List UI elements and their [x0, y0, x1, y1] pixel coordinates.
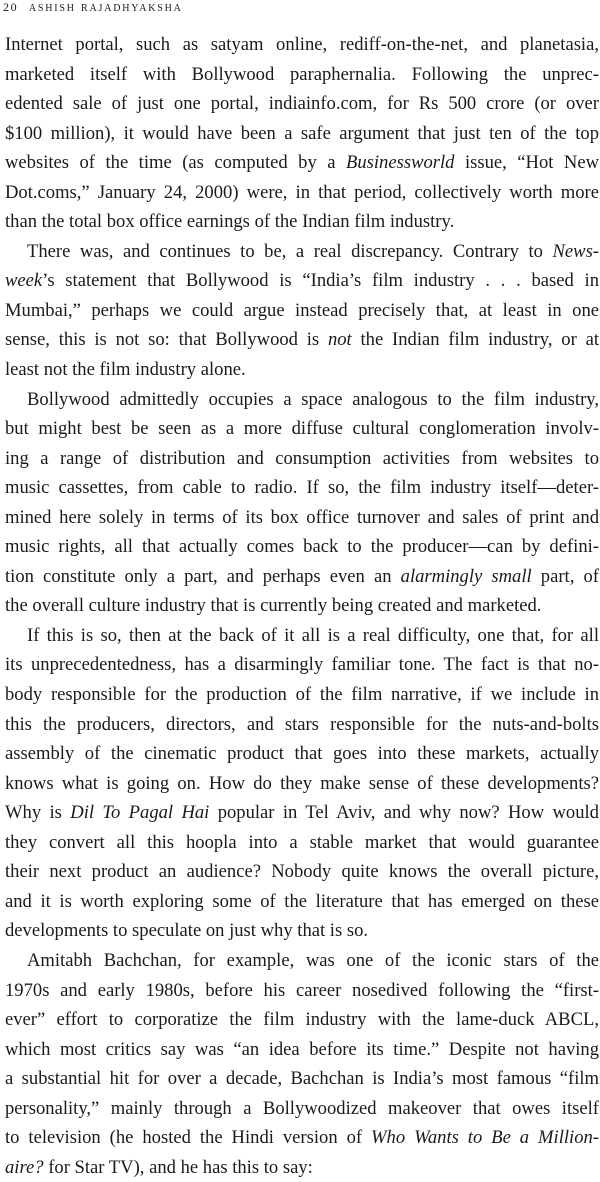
- text-line: 1970s and early 1980s, before his career nosedived following the “first-: [5, 979, 599, 1001]
- text-line: music rights, all that actually comes back to the producer—can by defini-: [5, 536, 599, 558]
- text-line: edented sale of just one portal, indiainfo.com, for Rs 500 crore (or over: [5, 93, 599, 115]
- text-line: developments to speculate on just why that is so.: [5, 920, 369, 942]
- text-line: personality,” mainly through a Bollywoodized makeover that owes itself: [5, 1097, 599, 1119]
- text-line: mined here solely in terms of its box office turnover and sales of print and: [5, 506, 599, 528]
- text-line: Amitabh Bachchan, for example, was one of the iconic stars of the: [27, 949, 599, 971]
- text-line: least not the film industry alone.: [5, 359, 246, 381]
- text-line: week’s statement that Bollywood is “India’s film industry . . . based in: [5, 270, 599, 292]
- text-line: which most critics say was “an idea before its time.” Despite not having: [5, 1038, 599, 1060]
- text-line: $100 million), it would have been a safe argument that just ten of the top: [5, 122, 599, 144]
- page-number: 20: [3, 0, 19, 14]
- text-line: their next product an audience? Nobody quite knows the overall picture,: [5, 861, 599, 883]
- text-line: its unprecedentedness, has a disarmingly familiar tone. The fact is that no-: [5, 654, 599, 676]
- text-line: than the total box office earnings of the Indian film industry.: [5, 211, 455, 233]
- text-line: ing a range of distribution and consumption activities from websites to: [5, 447, 599, 469]
- text-line: knows what is going on. How do they make sense of these developments?: [5, 772, 599, 794]
- text-line: to television (he hosted the Hindi version of Who Wants to Be a Million-: [5, 1127, 599, 1149]
- paragraph: [5, 237, 599, 385]
- text-line: and it is worth exploring some of the literature that has emerged on these: [5, 890, 599, 912]
- text-line: they convert all this hoopla into a stable market that would guarantee: [5, 831, 599, 853]
- text-line: sense, this is not so: that Bollywood is not the Indian film industry, or at: [5, 329, 599, 351]
- text-line: aire? for Star TV), and he has this to say:: [5, 1156, 313, 1178]
- text-line: a substantial hit for over a decade, Bachchan is India’s most famous “film: [5, 1068, 599, 1090]
- text-line: tion constitute only a part, and perhaps even an alarmingly small part, of: [5, 565, 599, 587]
- paragraph: [5, 946, 599, 1182]
- text-line: but might best be seen as a more diffuse cultural conglomeration involv-: [5, 418, 599, 440]
- text-line: ever” effort to corporatize the film industry with the lame-duck ABCL,: [5, 1009, 599, 1031]
- text-line: Why is Dil To Pagal Hai popular in Tel Aviv, and why now? How would: [5, 802, 599, 824]
- paragraph: [5, 385, 599, 621]
- text-line: websites of the time (as computed by a Businessworld issue, “Hot New: [5, 152, 599, 174]
- text-line: the overall culture industry that is currently being created and marketed.: [5, 595, 542, 617]
- body-text: [5, 30, 599, 1182]
- running-head: [3, 0, 183, 15]
- paragraph: [5, 621, 599, 946]
- text-line: this the producers, directors, and stars responsible for the nuts-and-bolts: [5, 713, 599, 735]
- text-line: Dot.coms,” January 24, 2000) were, in that period, collectively worth more: [5, 181, 599, 203]
- text-line: There was, and continues to be, a real discrepancy. Contrary to News-: [27, 240, 599, 262]
- text-line: body responsible for the production of the film narrative, if we include in: [5, 684, 599, 706]
- running-head-author: ashish rajadhyaksha: [28, 0, 183, 15]
- text-line: marketed itself with Bollywood paraphernalia. Following the unprec-: [5, 63, 599, 85]
- text-line: Mumbai,” perhaps we could argue instead precisely that, at least in one: [5, 299, 599, 321]
- paragraph: [5, 30, 599, 237]
- text-line: Internet portal, such as satyam online, rediff-on-the-net, and planetasia,: [5, 34, 599, 55]
- text-line: If this is so, then at the back of it all is a real difficulty, one that, for all: [27, 624, 599, 646]
- text-line: music cassettes, from cable to radio. If so, the film industry itself—deter-: [5, 477, 599, 499]
- text-line: Bollywood admittedly occupies a space analogous to the film industry,: [27, 388, 599, 410]
- text-line: assembly of the cinematic product that goes into these markets, actually: [5, 743, 599, 765]
